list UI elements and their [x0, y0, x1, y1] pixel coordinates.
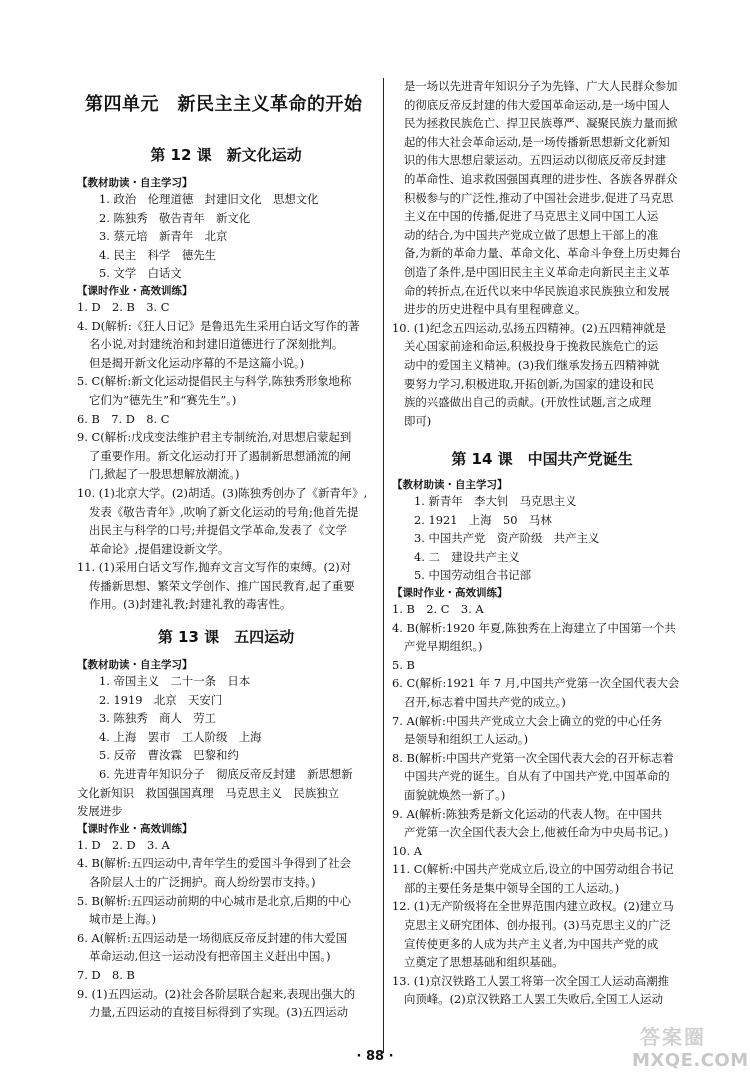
- answer-line: 召开,标志着中国共产党的成立。): [404, 694, 566, 709]
- answer-line: 创造了条件,是中国旧民主主义革命走向新民主主义革: [404, 264, 670, 279]
- lesson-12-practice-tag: 【课时作业・高效训练】: [77, 284, 193, 297]
- answer-line: 4. B(解析:1920 年夏,陈独秀在上海建立了中国第一个共: [392, 620, 676, 635]
- lesson-13-practice-tag: 【课时作业・高效训练】: [77, 822, 193, 835]
- lesson-14-title: 第 14 课 中国共产党诞生: [451, 450, 633, 468]
- lesson-12: [77, 144, 375, 614]
- answer-line: 备,为新的革命力量、革命文化、革命斗争登上历史舞台: [404, 246, 681, 261]
- list-item: 2. 1921 上海 50 马林: [414, 512, 552, 527]
- list-item: 5. 中国劳动组合书记部: [414, 568, 532, 583]
- answer-line: 9. A(解析:陈独秀是新文化运动的代表人物。在中国共: [392, 806, 663, 821]
- list-item: 1. 新青年 李大钊 马克思主义: [414, 494, 577, 508]
- answer-line: 10. (1)北京大学。(2)胡适。(3)陈独秀创办了《新青年》,: [77, 485, 368, 500]
- answer-line: 4. D(解析:《狂人日记》是鲁迅先生采用白话文写作的著: [77, 318, 360, 333]
- watermark-logo-url: MXQE.COM: [632, 1050, 749, 1071]
- answer-line: 力量,五四运动的直接目标得到了实现。(3)五四运动: [89, 1005, 348, 1020]
- list-item: 3. 中国共产党 资产阶级 共产主义: [414, 531, 600, 546]
- answer-line: 5. C(解析:新文化运动提倡民主与科学,陈独秀形象地称: [77, 374, 352, 389]
- lesson-13-study-tag: 【教材助读・自主学习】: [77, 659, 193, 671]
- lesson-14-practice-list: [392, 600, 692, 1009]
- answer-line: 主义在中国的传播,促进了马克思主义同中国工人运: [404, 209, 659, 224]
- answer-line: 12. (1)无产阶级将在全世界范围内建立政权。(2)建立马: [392, 899, 674, 914]
- list-item: 1. 帝国主义 二十一条 日本: [99, 674, 251, 688]
- answer-line: 产党第一次全国代表大会上,他被任命为中央局书记。): [404, 825, 669, 840]
- answer-line: 起的伟大社会革命运动,是一场传播新思想新文化新知: [404, 134, 670, 149]
- lesson-14: [392, 448, 692, 1009]
- answer-line: 向顶峰。(2)京汉铁路工人罢工失败后,全国工人运动: [404, 992, 663, 1007]
- answer-line: 5. B(解析:五四运动前期的中心城市是北京,后期的中心: [77, 893, 351, 908]
- answer-line: 进步的历史进程中具有里程碑意义。: [404, 302, 587, 317]
- answer-line: 门,掀起了一股思想解放潮流。): [89, 467, 240, 482]
- answer-line: 革命论》,提倡建设新文学。: [89, 541, 230, 556]
- lesson-12-title: 第 12 课 新文化运动: [150, 146, 302, 164]
- answer-line: 9. (1)五四运动。(2)社会各阶层联合起来,表现出强大的: [77, 986, 356, 1001]
- answer-line: 各阶层人士的广泛拥护。商人纷纷罢市支持。): [89, 874, 316, 889]
- lesson-14-study-list: [392, 492, 692, 585]
- answer-line: 名小说,对封建统治和封建旧道德进行了深刻批判。: [89, 337, 344, 352]
- answer-line: 积极参与的广泛性,推动了中国社会进步,促进了马克思: [404, 190, 674, 205]
- answer-line: 传播新思想、繁荣文学创作、推广国民教育,起了重要: [89, 578, 355, 593]
- list-item: 4. 民主 科学 德先生: [99, 247, 217, 262]
- answer-line: 了重要作用。新文化运动打开了遏制新思想涌流的闸: [89, 448, 351, 463]
- answer-line: 8. B(解析:中国共产党第一次全国代表大会的召开标志着: [392, 750, 674, 765]
- lesson-13-study-list: [77, 672, 375, 784]
- list-item: 2. 1919 北京 天安门: [99, 692, 223, 707]
- page-number: · 88 ·: [356, 1049, 394, 1064]
- unit-title: 第四单元 新民主主义革命的开始: [85, 94, 363, 115]
- answer-line: 即可): [404, 413, 432, 428]
- answer-line: 7. D 8. B: [77, 967, 135, 982]
- answer-line: 产党早期组织。): [404, 639, 483, 654]
- lesson-13-title: 第 13 课 五四运动: [157, 628, 295, 646]
- answer-line: 它们为“德先生”和“赛先生”。): [89, 392, 237, 407]
- answer-line: 6. B 7. D 8. C: [77, 411, 170, 426]
- answer-line: 的彻底反帝反封建的伟大爱国革命运动,是一场中国人: [404, 97, 670, 112]
- answer-line: 城市是上海。): [89, 912, 157, 927]
- list-item: 发展进步: [77, 804, 123, 819]
- list-item: 4. 上海 罢市 工人阶级 上海: [99, 729, 262, 744]
- answer-line: 但是揭开新文化运动序幕的不是这篇小说。): [89, 355, 305, 370]
- lesson-12-study-tag: 【教材助读・自主学习】: [77, 177, 193, 189]
- answer-line: 6. A(解析:五四运动是一场彻底反帝反封建的伟大爱国: [77, 930, 348, 945]
- answer-line: 宣传使更多的人成为共产主义者,为中国共产党的成: [404, 936, 659, 951]
- answer-line: 11. C(解析:中国共产党成立后,设立的中国劳动组合书记: [392, 862, 674, 877]
- answer-line: 要努力学习,积极进取,开拓创新,为国家的建设和民: [404, 376, 655, 391]
- list-item: 3. 陈独秀 商人 劳工: [99, 711, 217, 726]
- answer-line: 动中的爱国主义精神。(3)我们继承发扬五四精神就: [404, 357, 660, 372]
- answer-line: 克思主义研究团体、创办报刊。(3)马克思主义的广泛: [404, 918, 671, 933]
- answer-line: 的革命性、追求救国强国真理的进步性、各族各界群众: [404, 171, 678, 186]
- list-item: 6. 先进青年知识分子 彻底反帝反封建 新思想新: [99, 766, 353, 781]
- answer-line: 族的兴盛做出自己的贡献。(开放性试题,言之成理: [404, 395, 652, 410]
- list-item: 5. 反帝 曹汝霖 巴黎和约: [99, 748, 239, 763]
- list-item: 4. 二 建设共产主义: [414, 549, 520, 564]
- answer-line: 命的转折点,在近代以来中华民族追求民族独立和发展: [404, 283, 670, 298]
- lesson-14-practice-tag: 【课时作业・高效训练】: [392, 586, 508, 599]
- list-item: 文化新知识 救国强国真理 马克思主义 民族独立: [77, 785, 339, 800]
- answer-line: 9. C(解析:戊戌变法维护君主专制统治,对思想启蒙起到: [77, 430, 352, 445]
- answer-line: 10. (1)纪念五四运动,弘扬五四精神。(2)五四精神就是: [392, 320, 667, 335]
- answer-line: 出民主与科学的口号;并提倡文学革命,发表了《文学: [89, 523, 348, 538]
- answer-line: 是领导和组织工人运动。): [404, 732, 529, 747]
- answer-line: 1. D 2. D 3. A: [77, 837, 170, 852]
- answer-line: 4. B(解析:五四运动中,青年学生的爱国斗争得到了社会: [77, 856, 351, 871]
- answer-line: 作用。(3)封建礼教;封建礼教的毒害性。: [89, 597, 292, 612]
- answer-line: 1. D 2. B 3. C: [77, 299, 170, 314]
- answer-line: 11. (1)采用白话文写作,抛弃文言文写作的束缚。(2)对: [77, 560, 352, 575]
- lesson-13-practice-list: [77, 836, 375, 1022]
- answer-line: 是一场以先进青年知识分子为先锋、广大人民群众参加: [404, 79, 678, 93]
- answer-line: 革命运动,但这一运动没有把帝国主义赶出中国。): [89, 949, 331, 964]
- answer-line: 动的结合,为中国共产党成立做了思想上干部上的准: [404, 227, 659, 242]
- lesson-13: [77, 626, 375, 1022]
- answer-line: 识的伟大思想启蒙运动。五四运动以彻底反帝反封建: [404, 153, 666, 168]
- column-divider: [383, 78, 384, 1053]
- answer-line: 民为拯救民族危亡、捍卫民族尊严、凝聚民族力量而掀: [404, 116, 678, 131]
- watermark-logo-mark: 答案圈: [640, 1025, 706, 1049]
- answer-line: 7. A(解析:中国共产党成立大会上确立的党的中心任务: [392, 713, 663, 728]
- answer-line: 6. C(解析:1921 年 7 月,中国共产党第一次全国代表大会: [392, 676, 680, 691]
- answer-line: 13. (1)京汉铁路工人罢工将第一次全国工人运动高潮推: [392, 973, 670, 988]
- answer-line: 面貌就焕然一新了。): [404, 787, 506, 802]
- answer-line: 发表《敬告青年》,吹响了新文化运动的号角;他首先提: [89, 504, 359, 519]
- answer-line: 5. B: [392, 657, 415, 672]
- lesson-12-practice-list: [77, 298, 375, 614]
- answer-line: 1. B 2. C 3. A: [392, 601, 484, 616]
- answer-line: 关心国家前途和命运,积极投身于挽救民族危亡的运: [404, 339, 659, 354]
- answer-line: 部的主要任务是集中领导全国的工人运动。): [404, 880, 620, 895]
- lesson-14-study-tag: 【教材助读・自主学习】: [392, 479, 508, 491]
- list-item: 1. 政治 伦理道德 封建旧文化 思想文化: [99, 192, 319, 206]
- answer-line: 立奠定了思想基础和组织基础。: [404, 955, 564, 970]
- list-item: 5. 文学 白话文: [99, 266, 182, 281]
- watermark-logo: [626, 1019, 749, 1075]
- answer-line: 10. A: [392, 843, 422, 858]
- answer-line: 中国共产党的诞生。自从有了中国共产党,中国革命的: [404, 769, 670, 784]
- list-item: 2. 陈独秀 敬告青年 新文化: [99, 210, 251, 225]
- lesson-12-study-list: [77, 190, 375, 283]
- list-item: 3. 蔡元培 新青年 北京: [99, 229, 228, 244]
- lesson-13-continued: [392, 77, 692, 430]
